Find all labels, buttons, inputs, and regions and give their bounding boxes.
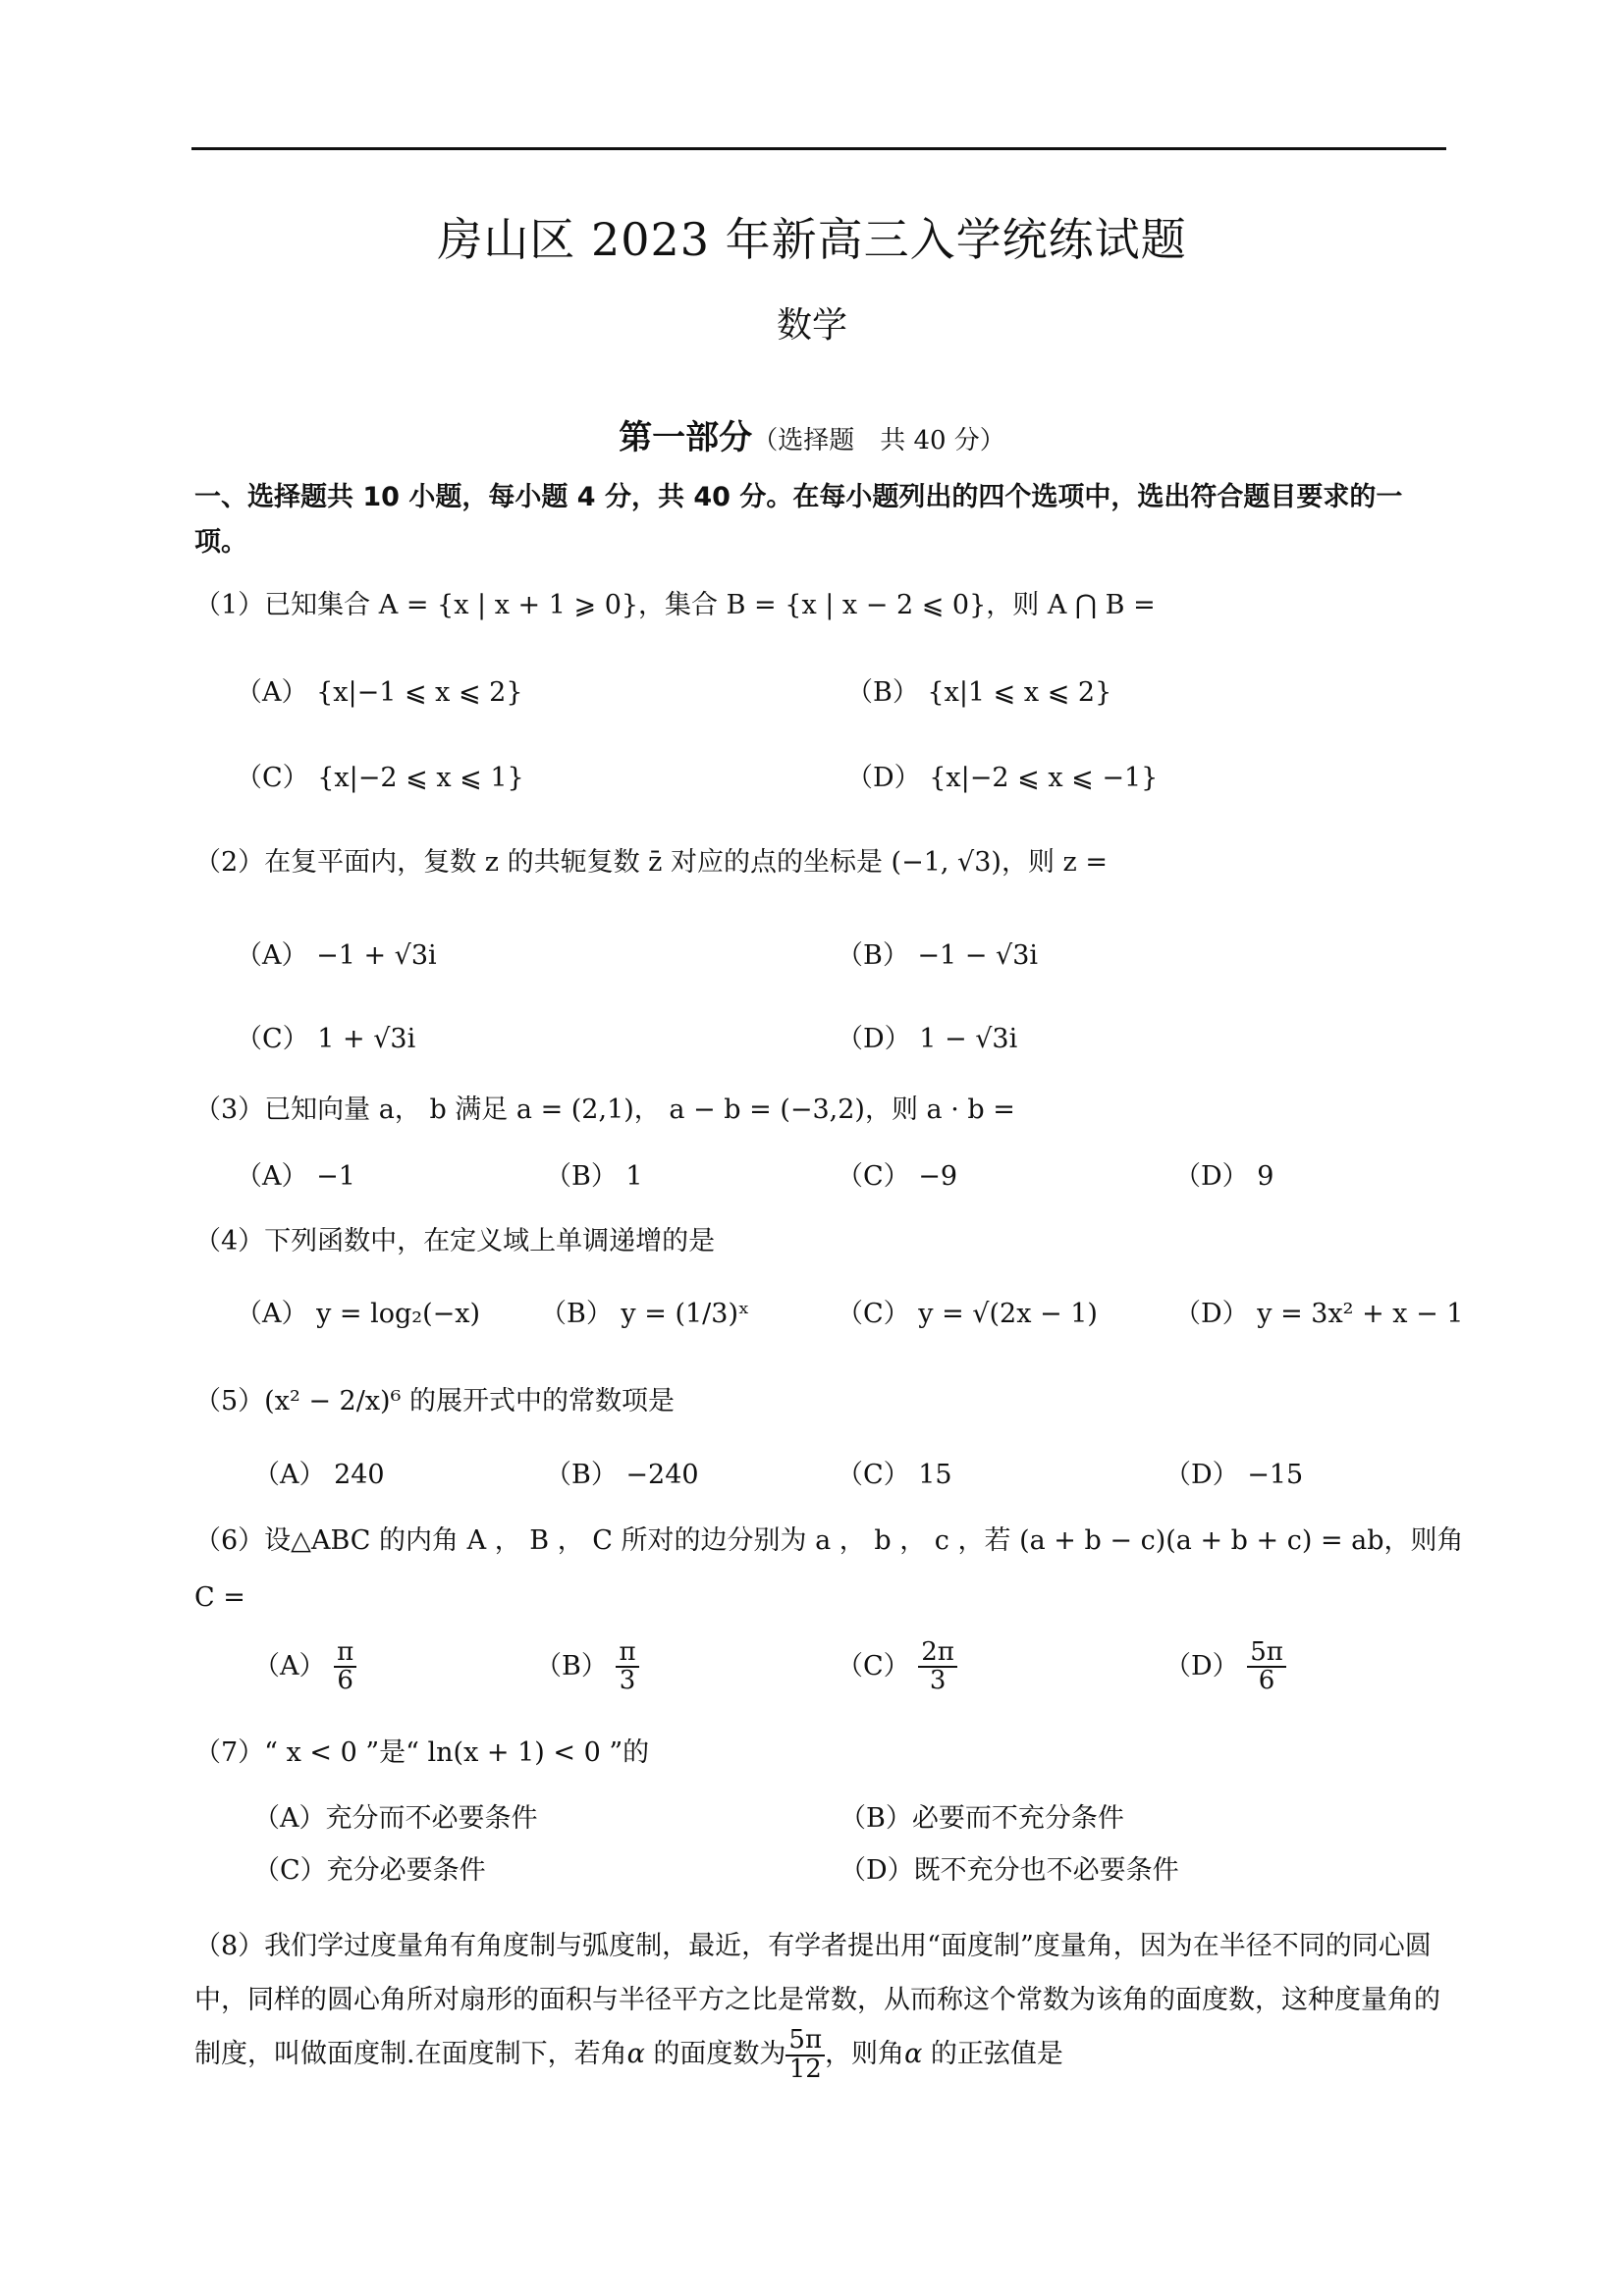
question-4-option-c: （C） y = √(2x − 1) — [837, 1299, 1098, 1329]
fraction-numerator: 5π — [1247, 1639, 1286, 1668]
question-1-option-a: （A） {x|−1 ⩽ x ⩽ 2} — [236, 677, 523, 708]
question-4-option-b: （B） y = (1/3)ˣ — [540, 1299, 750, 1329]
question-7-stem: （7）“ x < 0 ”是“ ln(x + 1) < 0 ”的 — [194, 1737, 650, 1768]
alpha-symbol: α — [626, 2039, 645, 2069]
question-6-option-a — [253, 1639, 356, 1695]
question-3-stem: （3）已知向量 a， b 满足 a = (2,1)， a − b = (−3,2)，则 a · b = — [194, 1095, 1015, 1125]
option-label: （B） — [535, 1650, 608, 1682]
option-fraction — [1247, 1639, 1286, 1695]
question-3-option-b: （B） 1 — [545, 1161, 643, 1192]
question-7-option-d: （D）既不充分也不必要条件 — [839, 1855, 1179, 1886]
fraction-denominator: 3 — [619, 1666, 636, 1696]
question-1-option-b: （B） {x|1 ⩽ x ⩽ 2} — [846, 677, 1112, 708]
section-instructions: 一、选择题共 10 小题，每小题 4 分，共 40 分。在每小题列出的四个选项中，选出符合题目要求的一项。 — [194, 482, 1403, 558]
question-5-option-d: （D） −15 — [1164, 1460, 1304, 1490]
question-1-stem: （1）已知集合 A = {x | x + 1 ⩾ 0}，集合 B = {x | x − 2 ⩽ 0}，则 A ⋂ B = — [194, 590, 1156, 620]
question-7-option-b: （B）必要而不充分条件 — [839, 1803, 1124, 1834]
question-8-text-4: 的正弦值是 — [922, 2039, 1063, 2069]
option-label: （C） — [837, 1650, 910, 1682]
option-fraction — [616, 1639, 638, 1695]
fraction-denominator: 6 — [337, 1666, 353, 1696]
question-7-option-c: （C）充分必要条件 — [253, 1855, 486, 1886]
question-8-text-2: 的面度数为 — [644, 2039, 786, 2069]
question-8-text: （8）我们学过度量角有角度制与弧度制，最近，有学者提出用“面度制”度量角，因为在半径不同的同心圆中，同样的圆心角所对扇形的面积与半径平方之比是常数，从而称这个常数为该角的面度数，这种度量角的制度，叫做面度制.在面度制下，若角 — [194, 1931, 1440, 2069]
option-fraction — [918, 1639, 957, 1695]
question-3-option-a: （A） −1 — [236, 1161, 355, 1192]
part-title: 第一部分 — [619, 418, 753, 457]
fraction-denominator: 12 — [788, 2054, 822, 2084]
top-rule — [191, 147, 1446, 150]
alpha-symbol: α — [904, 2039, 923, 2069]
part-heading — [0, 410, 1624, 458]
fraction-denominator: 3 — [929, 1666, 947, 1696]
question-6-option-b — [535, 1639, 639, 1695]
question-2-option-c: （C） 1 + √3i — [236, 1024, 416, 1054]
question-2-stem: （2）在复平面内，复数 z 的共轭复数 z̄ 对应的点的坐标是 (−1, √3)，则 z = — [194, 847, 1108, 878]
question-1-option-d: （D） {x|−2 ⩽ x ⩽ −1} — [846, 763, 1159, 793]
option-fraction — [334, 1639, 356, 1695]
fraction-numerator: 5π — [785, 2027, 825, 2056]
fraction-denominator: 6 — [1258, 1666, 1275, 1696]
question-6-option-c — [837, 1639, 957, 1695]
question-8-stem — [194, 1919, 1456, 2083]
question-2-option-d: （D） 1 − √3i — [837, 1024, 1018, 1054]
question-3-option-d: （D） 9 — [1174, 1161, 1274, 1192]
question-3-option-c: （C） −9 — [837, 1161, 958, 1192]
fraction-numerator: π — [616, 1639, 638, 1668]
part-note: （选择题 共 40 分） — [752, 426, 1005, 455]
question-6-option-d — [1164, 1639, 1286, 1695]
question-8-text-3: ，则角 — [825, 2039, 905, 2069]
question-5-option-c: （C） 15 — [837, 1460, 952, 1490]
question-8-fraction — [785, 2027, 825, 2083]
question-7-option-a: （A）充分而不必要条件 — [253, 1803, 538, 1834]
question-4-option-a: （A） y = log₂(−x) — [236, 1299, 481, 1329]
question-5-option-b: （B） −240 — [545, 1460, 699, 1490]
exam-subject: 数学 — [776, 305, 847, 346]
question-4-option-d: （D） y = 3x² + x − 1 — [1174, 1299, 1464, 1329]
question-1-option-c: （C） {x|−2 ⩽ x ⩽ 1} — [236, 763, 524, 793]
question-5-option-a: （A） 240 — [253, 1460, 385, 1490]
question-6-stem-cont: C = — [194, 1582, 245, 1613]
fraction-numerator: 2π — [918, 1639, 957, 1668]
exam-title: 房山区 2023 年新高三入学统练试题 — [437, 213, 1187, 266]
question-2-option-a: （A） −1 + √3i — [236, 940, 437, 971]
fraction-numerator: π — [334, 1639, 356, 1668]
question-5-stem: （5）(x² − 2/x)⁶ 的展开式中的常数项是 — [194, 1386, 675, 1416]
question-4-stem: （4）下列函数中，在定义域上单调递增的是 — [194, 1226, 716, 1256]
option-label: （A） — [253, 1650, 326, 1682]
question-2-option-b: （B） −1 − √3i — [837, 940, 1039, 971]
option-label: （D） — [1164, 1650, 1239, 1682]
question-6-stem: （6）设△ABC 的内角 A ， B ， C 所对的边分别为 a ， b ， c ，若 (a + b − c)(a + b + c) = ab，则角 — [194, 1525, 1464, 1556]
